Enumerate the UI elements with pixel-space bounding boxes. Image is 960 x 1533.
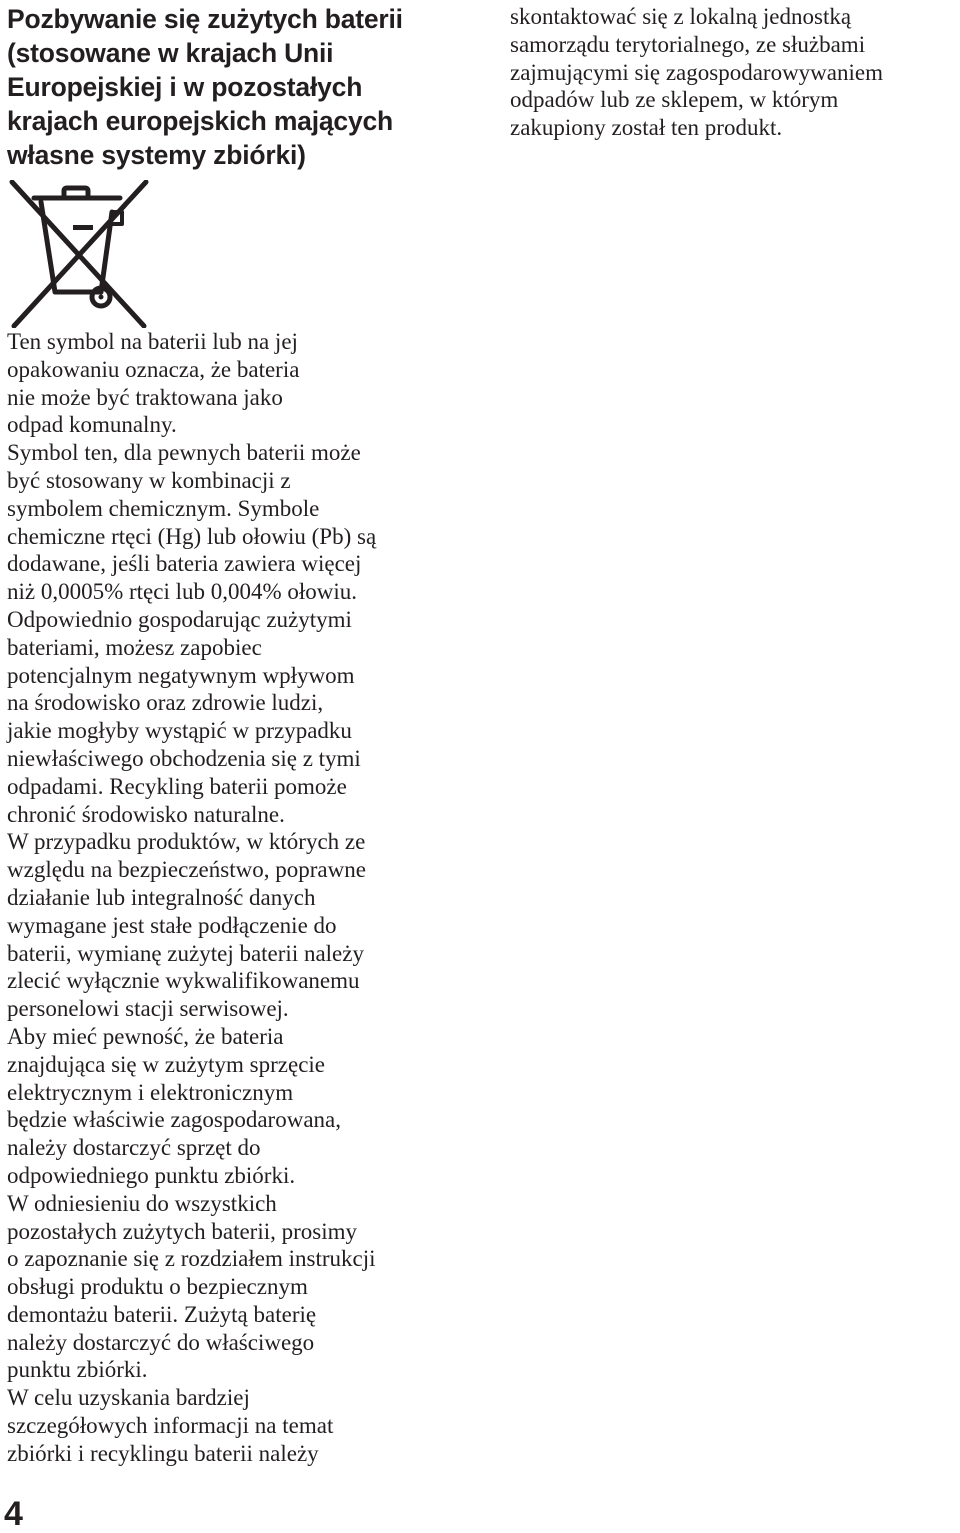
body-line: chronić środowisko naturalne. <box>7 801 285 827</box>
heading-line: Europejskiej i w pozostałych <box>7 72 363 102</box>
section-heading <box>7 0 477 172</box>
left-column <box>7 0 477 172</box>
body-line: znajdująca się w zużytym sprzęcie <box>7 1051 326 1077</box>
page-number: 4 <box>4 1495 23 1533</box>
right-column-line: odpadów lub ze sklepem, w którym <box>510 87 839 113</box>
body-line: o zapoznanie się z rozdziałem instrukcji <box>7 1246 376 1272</box>
body-line: W odniesieniu do wszystkich <box>7 1190 277 1216</box>
right-column-line: samorządu terytorialnego, ze służbami <box>510 31 866 57</box>
body-line: jakie mogłyby wystąpić w przypadku <box>7 718 352 744</box>
body-line: odpowiedniego punktu zbiórki. <box>7 1162 296 1188</box>
body-line: zlecić wyłącznie wykwalifikowanemu <box>7 968 360 994</box>
body-line: personelowi stacji serwisowej. <box>7 996 289 1022</box>
body-line: szczegółowych informacji na temat <box>7 1413 334 1439</box>
body-paragraph <box>7 328 477 1468</box>
body-line: działanie lub integralność danych <box>7 884 316 910</box>
heading-line: własne systemy zbiórki) <box>7 140 306 170</box>
body-line: na środowisko oraz zdrowie ludzi, <box>7 690 324 716</box>
body-line: odpadami. Recykling baterii pomoże <box>7 773 347 799</box>
body-line: Aby mieć pewność, że bateria <box>7 1023 284 1049</box>
body-line: zbiórki i recyklingu baterii należy <box>7 1440 319 1466</box>
body-line: potencjalnym negatywnym wpływom <box>7 662 355 688</box>
heading-line: krajach europejskich mających <box>7 106 394 136</box>
heading-line: Pozbywanie się zużytych baterii <box>7 4 403 34</box>
right-column-line: zajmującymi się zagospodarowywaniem <box>510 59 883 85</box>
body-line: demontażu baterii. Zużytą baterię <box>7 1301 317 1327</box>
body-line: Odpowiednio gospodarując zużytymi <box>7 606 352 632</box>
body-line: nie może być traktowana jako <box>7 384 283 410</box>
body-line: będzie właściwie zagospodarowana, <box>7 1107 341 1133</box>
body-line: względu na bezpieczeństwo, poprawne <box>7 857 366 883</box>
body-line: niewłaściwego obchodzenia się z tymi <box>7 745 361 771</box>
body-line: obsługi produktu o bezpiecznym <box>7 1274 308 1300</box>
body-line: należy dostarczyć sprzęt do <box>7 1135 261 1161</box>
heading-line: (stosowane w krajach Unii <box>7 38 334 68</box>
body-line: elektrycznym i elektronicznym <box>7 1079 294 1105</box>
body-line: chemiczne rtęci (Hg) lub ołowiu (Pb) są <box>7 523 377 549</box>
body-line: W celu uzyskania bardziej <box>7 1385 250 1411</box>
right-column <box>510 0 950 142</box>
body-line: bateriami, możesz zapobiec <box>7 634 262 660</box>
right-column-line: skontaktować się z lokalną jednostką <box>510 4 852 29</box>
body-line: być stosowany w kombinacji z <box>7 467 291 493</box>
body-line: niż 0,0005% rtęci lub 0,004% ołowiu. <box>7 579 358 605</box>
body-line: wymagane jest stałe podłączenie do <box>7 912 337 938</box>
body-line: należy dostarczyć do właściwego <box>7 1329 315 1355</box>
right-column-line: zakupiony został ten produkt. <box>510 115 783 141</box>
body-line: odpad komunalny. <box>7 412 177 438</box>
body-line: dodawane, jeśli bateria zawiera więcej <box>7 551 362 577</box>
body-line: Symbol ten, dla pewnych baterii może <box>7 440 361 466</box>
body-line: Ten symbol na baterii lub na jej <box>7 329 298 354</box>
body-line: baterii, wymianę zużytej baterii należy <box>7 940 364 966</box>
body-line: W przypadku produktów, w których ze <box>7 829 366 855</box>
crossed-out-wheelie-bin-icon <box>8 180 150 328</box>
right-column-text <box>510 0 950 142</box>
body-line: pozostałych zużytych baterii, prosimy <box>7 1218 358 1244</box>
main-body <box>7 328 477 1468</box>
body-line: opakowaniu oznacza, że bateria <box>7 356 300 382</box>
body-line: symbolem chemicznym. Symbole <box>7 495 320 521</box>
body-line: punktu zbiórki. <box>7 1357 148 1383</box>
